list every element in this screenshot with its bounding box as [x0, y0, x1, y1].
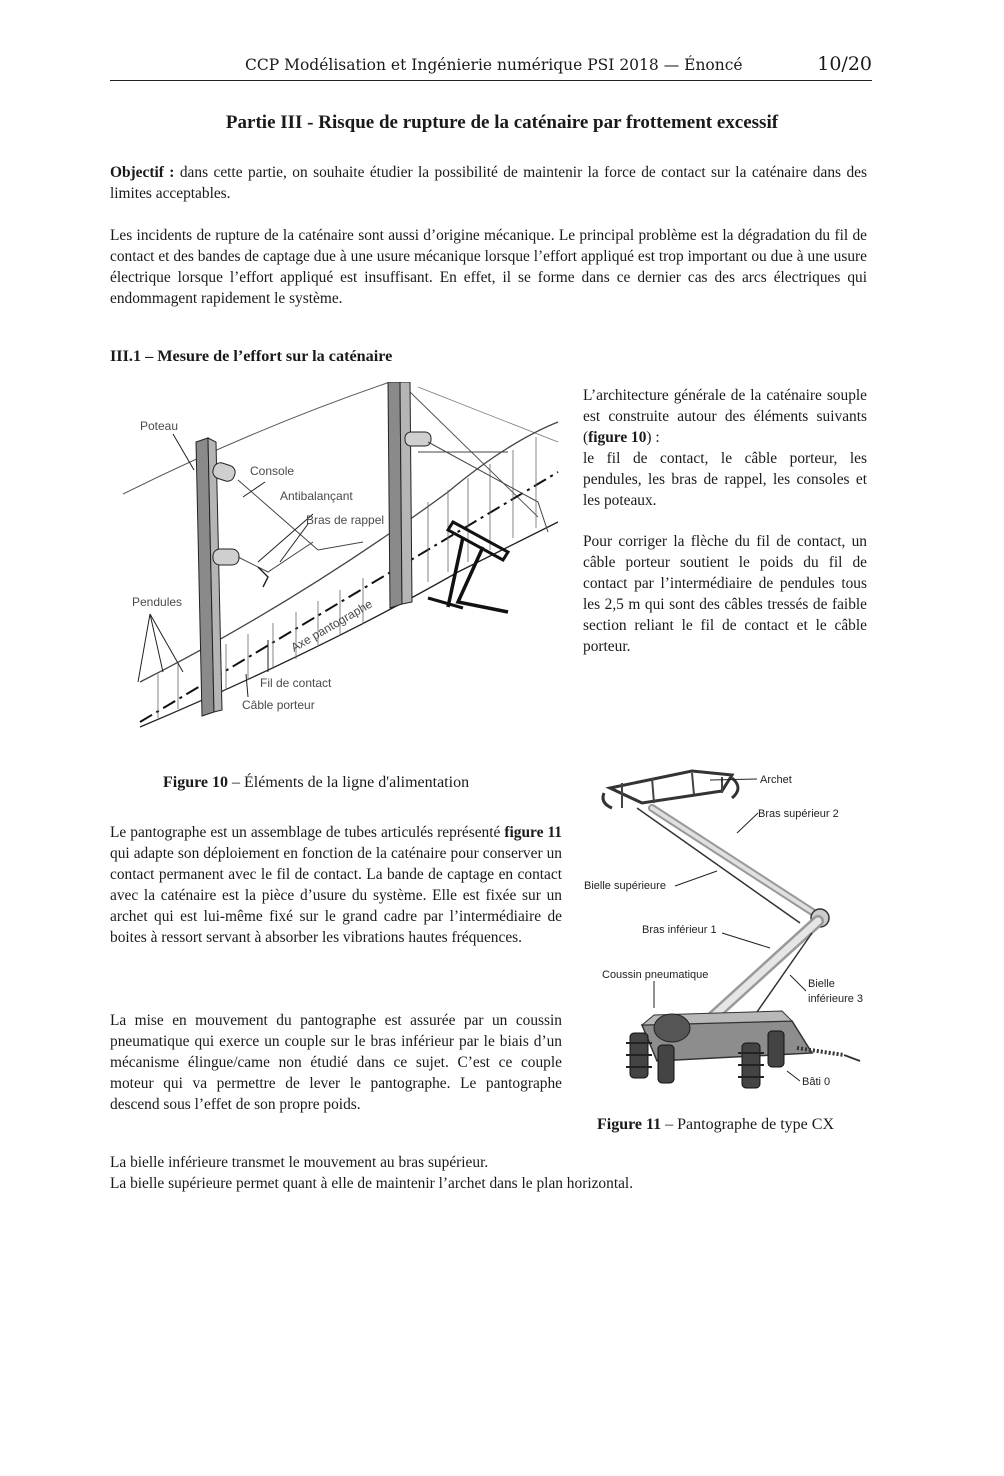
label-fil-de-contact: Fil de contact	[260, 676, 332, 690]
label-antibalancant: Antibalançant	[280, 489, 353, 503]
label-inferieure-3: inférieure 3	[808, 993, 864, 1005]
closing-line-1: La bielle inférieure transmet le mouvement au bras supérieur.	[110, 1154, 489, 1171]
header-title: CCP Modélisation et Ingénierie numérique PSI 2018 — Énoncé	[245, 56, 743, 74]
pantograph-text-b: qui adapte son déploiement en fonction de la caténaire pour conserver un contact permanent avec le fil de contact. La bande de captage en contact avec la caténaire est la pièce d’usure du système. Elle est fixée sur un archet qui est lui-même fixé sur le grand cadre par l’intermédiaire de boites à ressort servant à absorber les vibrations hautes fréquences.	[110, 845, 562, 946]
figure-10-caption	[163, 774, 469, 792]
label-bras-inferieur-1: Bras inférieur 1	[642, 924, 717, 936]
label-coussin-pneumatique: Coussin pneumatique	[602, 969, 709, 981]
label-cable-porteur: Câble porteur	[242, 698, 315, 712]
objective-paragraph	[110, 162, 867, 204]
intro-paragraph: Les incidents de rupture de la caténaire sont aussi d’origine mécanique. Le principal problème est la dégradation du fil de contact et des bandes de captage due à une usure mécanique lorsque l’effort appliqué est trop important ou due à une usure électrique lorsque l’effort appliqué est insuffisant. En effet, il se forme dans ce dernier cas des arcs électriques qui endommagent rapidement le système.	[110, 227, 867, 307]
label-bras-superieur-2: Bras supérieur 2	[758, 808, 839, 820]
figure-11-caption-label: Figure 11	[597, 1116, 662, 1133]
label-console: Console	[250, 464, 295, 478]
pendules-paragraph: Pour corriger la flèche du fil de contact, un câble porteur soutient le poids du fil de contact par l’intermédiaire de pendules tous les 2,5 m qui sont des câbles tressés de faible section reliant le fil de contact et le câble porteur.	[583, 533, 867, 655]
figure-11-caption	[597, 1116, 834, 1134]
pantograph-paragraph-2: La mise en mouvement du pantographe est assurée par un coussin pneumatique qui exerce un couple sur le bras inférieur par le biais d’un mécanisme élingue/came non étudié dans ce sujet. C’est ce couple moteur qui va permettre de lever le pantographe. Le pantographe descend sous l’effet de son propre poids.	[110, 1012, 562, 1113]
label-bielle: Bielle	[808, 978, 835, 990]
figure-10-caption-label: Figure 10	[163, 774, 229, 791]
architecture-text-a: L’architecture générale de la caténaire souple est construite autour des éléments suivants (	[583, 387, 867, 446]
section-heading: III.1 – Mesure de l’effort sur la caténaire	[110, 347, 393, 365]
label-poteau: Poteau	[140, 419, 179, 433]
figure-10-reference: figure 10	[588, 429, 647, 446]
pantograph-text-a: Le pantographe est un assemblage de tubes articulés représenté	[110, 824, 505, 841]
figure-10-catenary-diagram	[118, 382, 568, 742]
figure-11-reference: figure 11	[504, 824, 563, 841]
part-title: Partie III - Risque de rupture de la caténaire par frottement excessif	[225, 112, 779, 133]
architecture-text-b: ) :	[646, 429, 660, 446]
label-axe-pantographe: Axe pantographe	[288, 596, 375, 655]
figure-10-caption-text: – Éléments de la ligne d'alimentation	[228, 774, 470, 791]
page-number: 10/20	[817, 53, 872, 75]
label-bielle-superieure: Bielle supérieure	[584, 880, 666, 892]
label-bati-0: Bâti 0	[802, 1076, 831, 1088]
label-bras-de-rappel: Bras de rappel	[306, 513, 385, 527]
page-header	[110, 54, 872, 81]
label-pendules: Pendules	[132, 595, 183, 609]
closing-line-2: La bielle supérieure permet quant à elle de maintenir l’archet dans le plan horizontal.	[110, 1175, 634, 1192]
figure-11-pantograph-photo	[582, 763, 872, 1103]
label-archet: Archet	[760, 774, 792, 786]
architecture-elements-list: le fil de contact, le câble porteur, les pendules, les bras de rappel, les consoles et les poteaux.	[583, 450, 867, 509]
objective-text: dans cette partie, on souhaite étudier la possibilité de maintenir la force de contact sur la caténaire dans des limites acceptables.	[110, 164, 867, 202]
architecture-paragraph	[583, 385, 867, 511]
figure-11-caption-text: – Pantographe de type CX	[661, 1116, 835, 1133]
objective-label: Objectif :	[110, 164, 175, 181]
pantograph-paragraph-1	[110, 822, 562, 948]
